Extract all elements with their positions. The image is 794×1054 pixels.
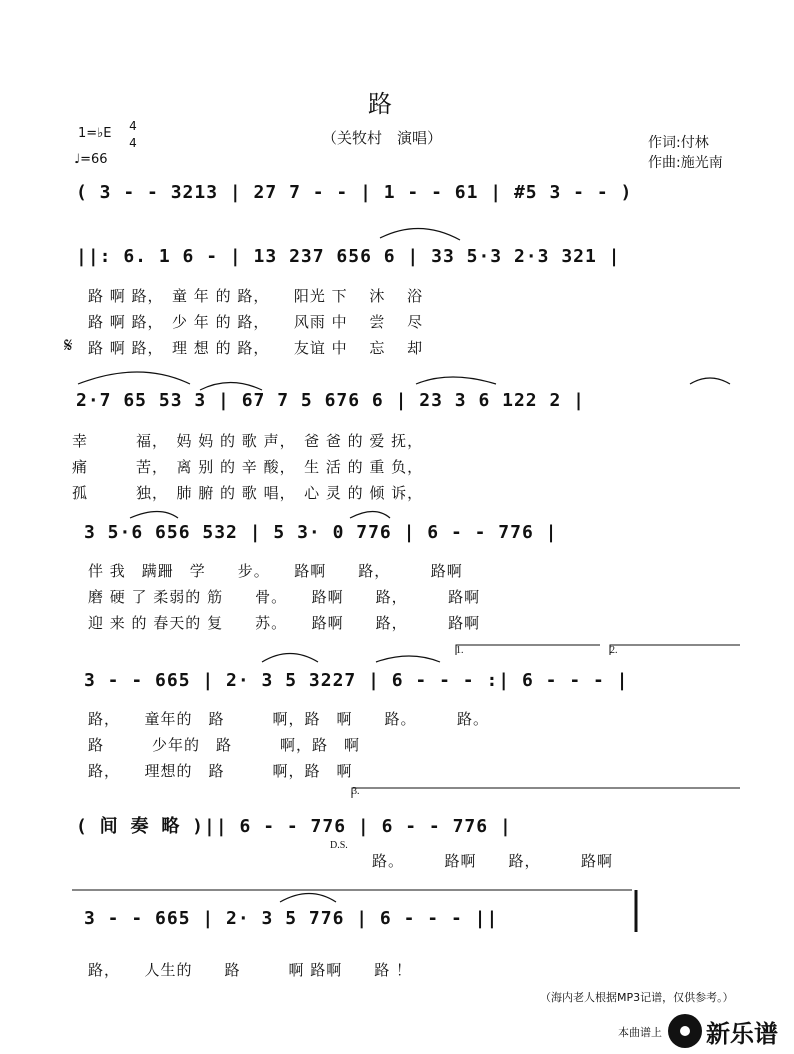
lyric-line: 路 少年的 路 啊，路 啊 [88, 736, 361, 754]
lyric-line: 痛 苦， 离 别 的 辛 酸， 生 活 的 重 负， [72, 458, 424, 476]
lyric-line: 伴 我 蹒跚 学 步。 路啊 路， 路啊 [88, 562, 463, 580]
volta-2-label: 2. [610, 645, 618, 656]
lyric-line: 孤 独， 肺 腑 的 歌 唱， 心 灵 的 倾 诉， [72, 484, 424, 502]
lyric-line: 路。 路啊 路， 路啊 [372, 852, 614, 870]
ds-marking: D.S. [330, 840, 348, 851]
notation-row-6: ( 间 奏 略 )|| 6 - - 776 | 6 - - 776 | [76, 816, 512, 837]
logo-brand: 新乐谱 [706, 1020, 778, 1048]
time-top: 4 [129, 119, 137, 133]
notation-row-7: 3 - - 665 | 2· 3 5 776 | 6 - - - || [84, 908, 499, 929]
lyric-line: 路 啊 路， 少 年 的 路， 风雨 中 尝 尽 [88, 313, 424, 331]
lyric-line: 路， 童年的 路 啊，路 啊 路。 路。 [88, 710, 490, 728]
notation-row-1: ( 3 - - 3213 | 27 7 - - | 1 - - 61 | #5 3 - - ) [76, 182, 633, 203]
notation-row-3: 2·7 65 53 3 | 67 7 5 676 6 | 23 3 6 122 2 | [76, 390, 585, 411]
segno-sign: 𝄋 [64, 333, 73, 357]
disc-logo-hole [680, 1026, 690, 1036]
lyric-line: 路， 理想的 路 啊，路 啊 [88, 762, 353, 780]
lyric-line: 幸 福， 妈 妈 的 歌 声， 爸 爸 的 爱 抚， [72, 432, 424, 450]
lyric-line: 迎 来 的 春天的 复 苏。 路啊 路， 路啊 [88, 614, 481, 632]
lyric-line: 路， 人生的 路 啊 路啊 路 ！ [88, 961, 413, 979]
transcriber-footnote: （海内老人根据MP3记谱，仅供参考。） [540, 991, 734, 1004]
song-title: 路 [368, 90, 392, 118]
logo-prefix: 本曲谱上 [618, 1026, 662, 1039]
lyric-line: 磨 硬 了 柔弱的 筋 骨。 路啊 路， 路啊 [88, 588, 481, 606]
notation-row-5: 3 - - 665 | 2· 3 5 3227 | 6 - - - :| 6 - - - | [84, 670, 629, 691]
lyric-line: 路 啊 路， 童 年 的 路， 阳光 下 沐 浴 [88, 287, 424, 305]
lyric-line: 路 啊 路， 理 想 的 路， 友谊 中 忘 却 [88, 339, 424, 357]
volta-1-label: 1. [456, 645, 464, 656]
time-bottom: 4 [129, 136, 137, 150]
lyricist-credit: 作词:付林 [648, 135, 709, 151]
volta-3-label: 3. [352, 786, 360, 797]
key-signature: 1=♭E [78, 126, 112, 141]
notation-row-4: 3 5·6 656 532 | 5 3· 0 776 | 6 - - 776 | [84, 522, 558, 543]
performer-subtitle: （关牧村 演唱） [322, 129, 443, 147]
notation-row-2: ||: 6. 1 6 - | 13 237 656 6 | 33 5·3 2·3 321 | [76, 246, 621, 267]
composer-credit: 作曲:施光南 [648, 155, 723, 171]
tempo-marking: ♩=66 [74, 152, 108, 167]
